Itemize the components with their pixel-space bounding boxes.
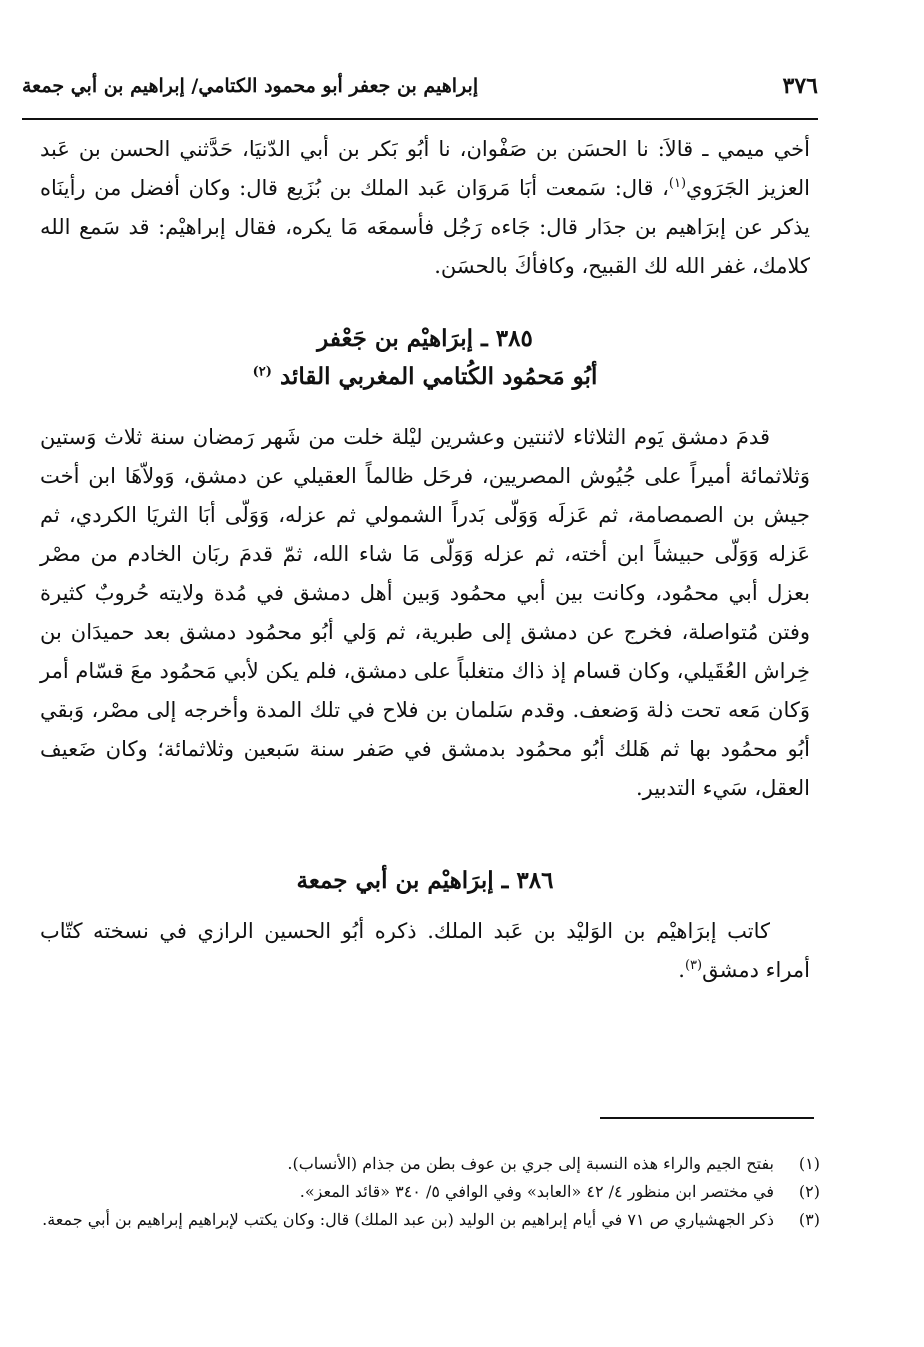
- entry-385-heading: [40, 320, 810, 396]
- footnote-2: [40, 1178, 820, 1206]
- footnotes: [40, 1150, 820, 1234]
- intro-text-continued: ، قال: سَمعت أبَا مَروَان عَبد الملك بن بُزَيع قال: وكان أفضل من رأينَاه يذكر عن إبرَاهيم بن جدَار قال: جَاءه رَجُل فأسمعَه مَا يكره، فقال إبراهيْم: قد سَمع الله كلامك، غفر الله لك القبيح، وكافأكَ بالحسَن.: [40, 176, 810, 278]
- footnote-1: [40, 1150, 820, 1178]
- footnote-3: [40, 1206, 820, 1234]
- footnote-rule: [600, 1117, 814, 1119]
- running-title: إبراهيم بن جعفر أبو محمود الكتامي/ إبراهيم بن أبي جمعة: [22, 75, 479, 97]
- footnote-number: (١): [798, 1154, 820, 1173]
- page-header: [22, 66, 818, 106]
- entry-386-heading-line1: ٣٨٦ ـ إبرَاهيْم بن أبي جمعة: [296, 867, 554, 894]
- footnote-text: في مختصر ابن منظور ٤/ ٤٢ «العابد» وفي الوافي ٥/ ٣٤٠ «قائد المعز».: [299, 1182, 774, 1201]
- entry-386-paragraph: كاتب إبرَاهيْم بن الوَليْد بن عَبد الملك. ذكره أبُو الحسين الرازي في نسخته كتّاب أمراء دمشق$^{(٣)}$.: [40, 919, 810, 982]
- entry-385-paragraph: قدمَ دمشق يَوم الثلاثاء لاثنتين وعشرين ليْلة خلت من شَهر رَمضان سنة ثلاث وَستين وَثلاثمائة أميراً على جُيُوش المصريين، فرحَل ظالماً العقيلي عن دمشق، وَولاّهَا ابن أخت جيش بن الصمصامة، ثم عَزلَه وَوَلّى بَدراً الشمولي ثم عزله، وَوَلّى أبَا الثريَا الكردي، ثم عَزله وَوَلّى حبيشاً ابن أخته، ثم عزله وَوَلّى مَا شاء الله، ثمّ قدمَ ربَان الخادم من مصْر بعزل أبي محمُود، وكانت بين أبي محمُود وَبين أهل دمشق في مُدة ولايته حُروبٌ كثيرة وفتن مُتواصلة، فخرج عن دمشق إلى طبرية، ثم وَلي أبُو محمُود دمشق بعد حميدَان بن خِراش العُقَيلي، وكان قسام إذ ذاك متغلباً على دمشق، فلم يكن لأبي مَحمُود معَ قسّام أمر وَكان مَعه تحت ذلة وَضعف. وقدم سَلمان بن فلاح في تلك المدة وأخرجه إلى مصْر، وَبقي أبُو محمُود بها ثم هَلك أبُو محمُود بدمشق في صَفر سنة سَبعين وثلاثمائة؛ وكان ضَعيف العقل، سَيء التدبير.: [40, 425, 810, 800]
- footnote-marker-3: (٣): [684, 958, 703, 973]
- footnote-text: ذكر الجهشياري ص ٧١ في أيام إبراهيم بن الوليد (بن عبد الملك) قال: وكان يكتب لإبراهيم إبراهيم بن أبي جمعة.: [42, 1210, 774, 1229]
- intro-text: أخي ميمي ـ قالاَ: نا الحسَن بن صَفْوان، نا أبُو بَكر بن أبي الدّنيَا، حَدَّثني الحسن بن عَبد العزيز الجَرَوي: [40, 137, 810, 200]
- footnote-marker-2: (٢): [252, 364, 272, 380]
- footnote-number: (٣): [798, 1210, 820, 1229]
- entry-386-heading: [40, 862, 810, 900]
- header-rule: [22, 118, 818, 120]
- footnote-text: بفتح الجيم والراء هذه النسبة إلى جري بن عوف بطن من جذام (الأنساب).: [287, 1154, 774, 1173]
- entry-385-heading-line2: [40, 358, 810, 396]
- entry-385-heading-line1: ٣٨٥ ـ إبرَاهيْم بن جَعْفر: [317, 325, 533, 352]
- entry-386-text: كاتب إبرَاهيْم بن الوَليْد بن عَبد الملك. ذكره أبُو الحسين الرازي في نسخته كتّاب أمراء دمشق: [40, 919, 810, 982]
- intro-paragraph: [40, 130, 810, 286]
- footnote-number: (٢): [798, 1182, 820, 1201]
- entry-385-heading-line2-text: أبُو مَحمُود الكُتامي المغربي القائد: [279, 363, 598, 390]
- page-number: ٣٧٦: [782, 73, 818, 99]
- footnote-marker-1: (١): [668, 176, 687, 191]
